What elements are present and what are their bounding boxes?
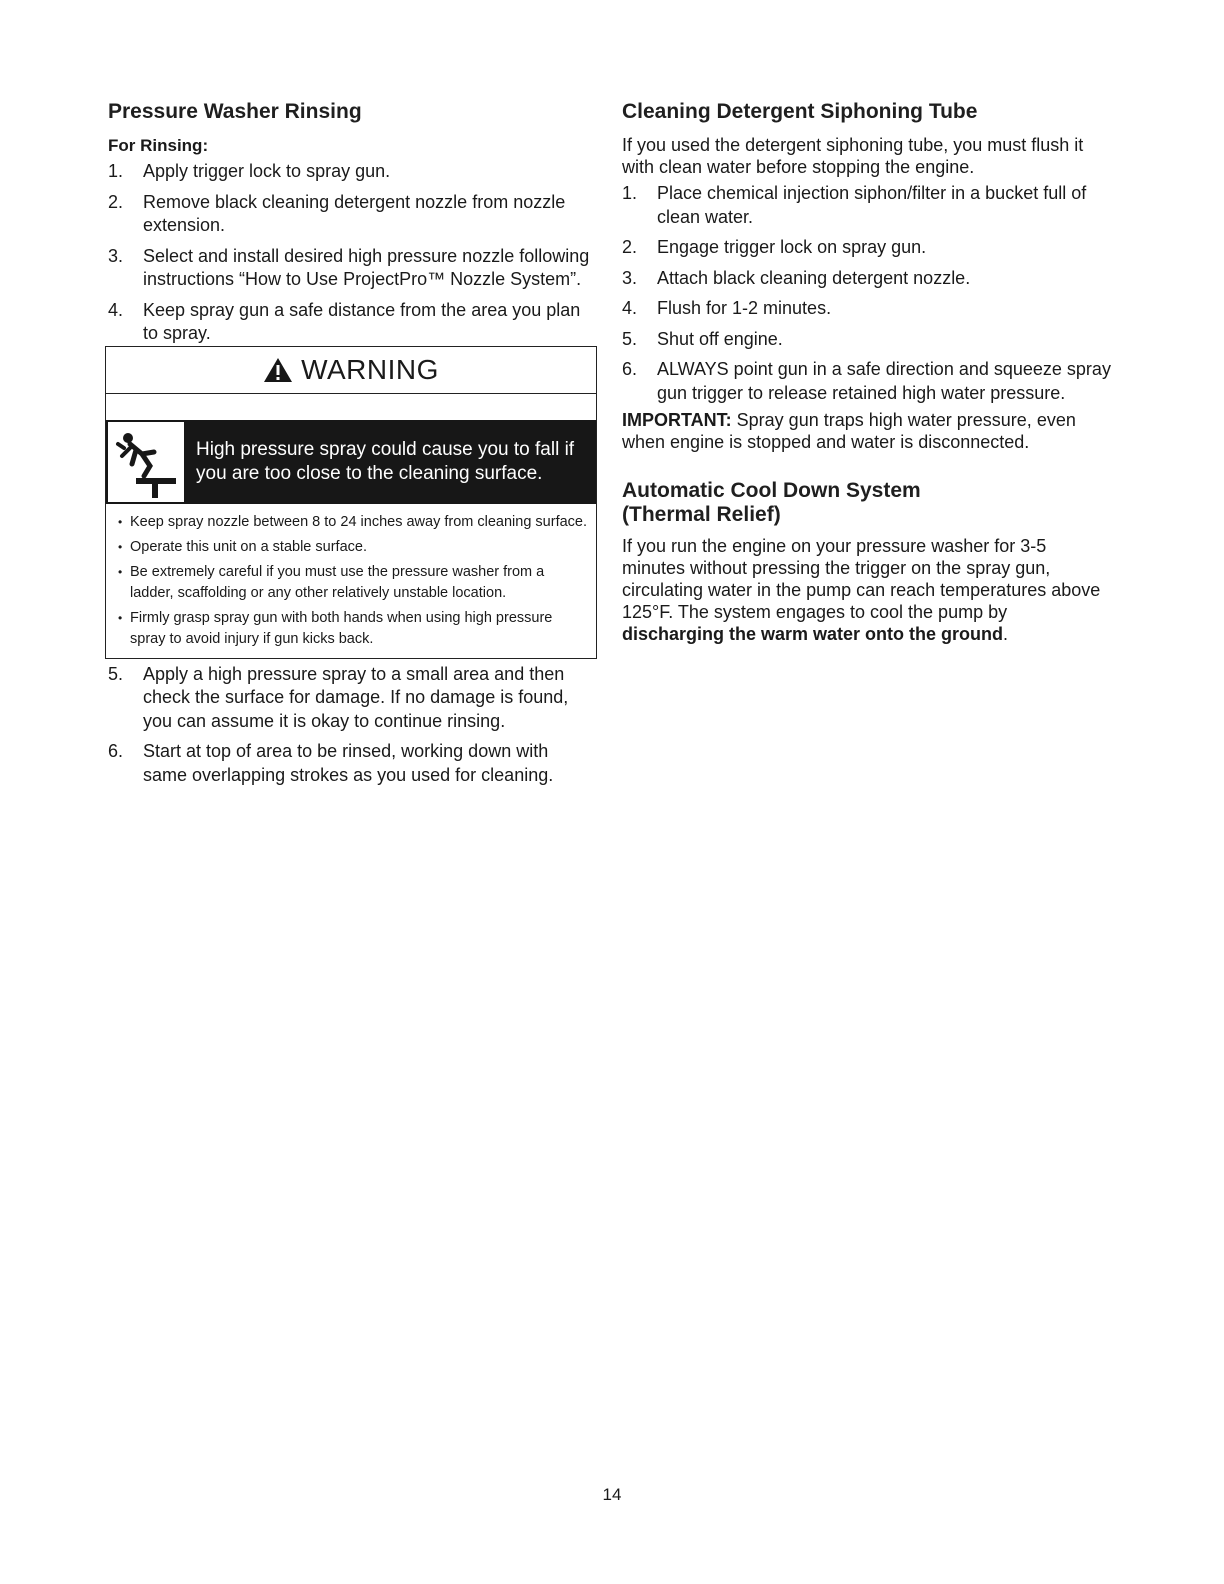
step-text: Remove black cleaning detergent nozzle from nozzle extension. <box>143 191 566 236</box>
cooldown-text: If you run the engine on your pressure washer for 3-5 minutes without pressing the trigger on the spray gun, circulating water in the pump can reach temperatures above 125°F. The system engages to cool the pump by <box>622 536 1101 623</box>
step-text: Apply trigger lock to spray gun. <box>143 161 391 182</box>
important-note <box>622 409 1112 453</box>
step-text: Keep spray gun a safe distance from the area you plan to spray. <box>143 299 581 344</box>
list-item <box>108 191 596 238</box>
list-item <box>622 297 1112 321</box>
list-item <box>108 245 596 292</box>
warning-banner <box>106 420 596 504</box>
siphoning-heading: Cleaning Detergent Siphoning Tube <box>622 100 978 123</box>
list-item: • Be extremely careful if you must use the pressure washer from a ladder, scaffolding or any other relatively unstable location. <box>118 562 588 604</box>
siphoning-steps <box>622 182 1112 405</box>
step-number: 1. <box>108 161 124 182</box>
cooldown-heading-line1: Automatic Cool Down System <box>622 479 921 503</box>
step-text: Engage trigger lock on spray gun. <box>657 237 927 258</box>
siphoning-intro: If you used the detergent siphoning tube, you must flush it with clean water before stopping the engine. <box>622 135 1084 178</box>
page-number: 14 <box>602 1485 622 1504</box>
list-item <box>622 328 1112 352</box>
step-number: 4. <box>108 299 124 320</box>
cooldown-heading-line2: (Thermal Relief) <box>622 503 781 527</box>
list-item <box>622 182 1112 229</box>
slip-fall-hazard-icon <box>106 420 186 504</box>
list-item <box>108 299 596 346</box>
step-text: Start at top of area to be rinsed, working down with same overlapping strokes as you used for cleaning. <box>143 741 554 785</box>
list-item <box>622 358 1112 405</box>
step-text: Apply a high pressure spray to a small area and then check the surface for damage. If no damage is found, you can assume it is okay to continue rinsing. <box>143 663 569 731</box>
list-item <box>622 236 1112 260</box>
list-item <box>108 663 596 734</box>
warning-bullets <box>106 504 596 658</box>
cooldown-paragraph <box>622 535 1112 645</box>
for-rinsing-subheading: For Rinsing: <box>108 136 209 156</box>
step-number: 1. <box>622 183 638 204</box>
step-number: 2. <box>108 191 124 212</box>
list-item: • Keep spray nozzle between 8 to 24 inches away from cleaning surface. <box>118 512 588 533</box>
step-text: Shut off engine. <box>657 328 783 349</box>
cooldown-end: . <box>1003 624 1009 645</box>
left-column <box>108 100 596 794</box>
step-number: 3. <box>622 267 638 288</box>
step-number: 6. <box>108 741 124 762</box>
list-item <box>108 740 596 787</box>
right-column <box>622 100 1112 645</box>
rinsing-heading: Pressure Washer Rinsing <box>108 100 362 123</box>
step-text: Place chemical injection siphon/filter in a bucket full of clean water. <box>657 183 1087 227</box>
step-text: ALWAYS point gun in a safe direction and squeeze spray gun trigger to release retained high water pressure. <box>657 359 1111 403</box>
step-text: Flush for 1-2 minutes. <box>657 298 832 319</box>
rinsing-steps-b <box>108 663 596 788</box>
cooldown-heading <box>622 479 1112 527</box>
important-text: Spray gun traps high water pressure, even when engine is stopped and water is disconnected. <box>622 410 1076 453</box>
step-number: 5. <box>622 328 638 349</box>
warning-message: High pressure spray could cause you to fall if you are too close to the cleaning surface. <box>196 438 575 484</box>
step-number: 4. <box>622 298 638 319</box>
warning-triangle-icon <box>263 357 293 383</box>
warning-box <box>105 346 597 659</box>
step-number: 2. <box>622 237 638 258</box>
warning-header <box>106 347 596 394</box>
step-text: Attach black cleaning detergent nozzle. <box>657 267 971 288</box>
step-number: 3. <box>108 245 124 266</box>
list-item: • Operate this unit on a stable surface. <box>118 537 588 558</box>
step-number: 5. <box>108 663 124 684</box>
list-item: • Firmly grasp spray gun with both hands when using high pressure spray to avoid injury if gun kicks back. <box>118 608 588 650</box>
step-number: 6. <box>622 359 638 380</box>
list-item <box>622 267 1112 291</box>
list-item <box>108 160 596 184</box>
important-label: IMPORTANT: <box>622 410 732 431</box>
cooldown-bold: discharging the warm water onto the ground <box>622 624 1004 645</box>
rinsing-steps-a <box>108 160 596 346</box>
warning-title: WARNING <box>301 353 439 385</box>
step-text: Select and install desired high pressure nozzle following instructions “How to Use ProjectPro™ Nozzle System”. <box>143 245 590 290</box>
